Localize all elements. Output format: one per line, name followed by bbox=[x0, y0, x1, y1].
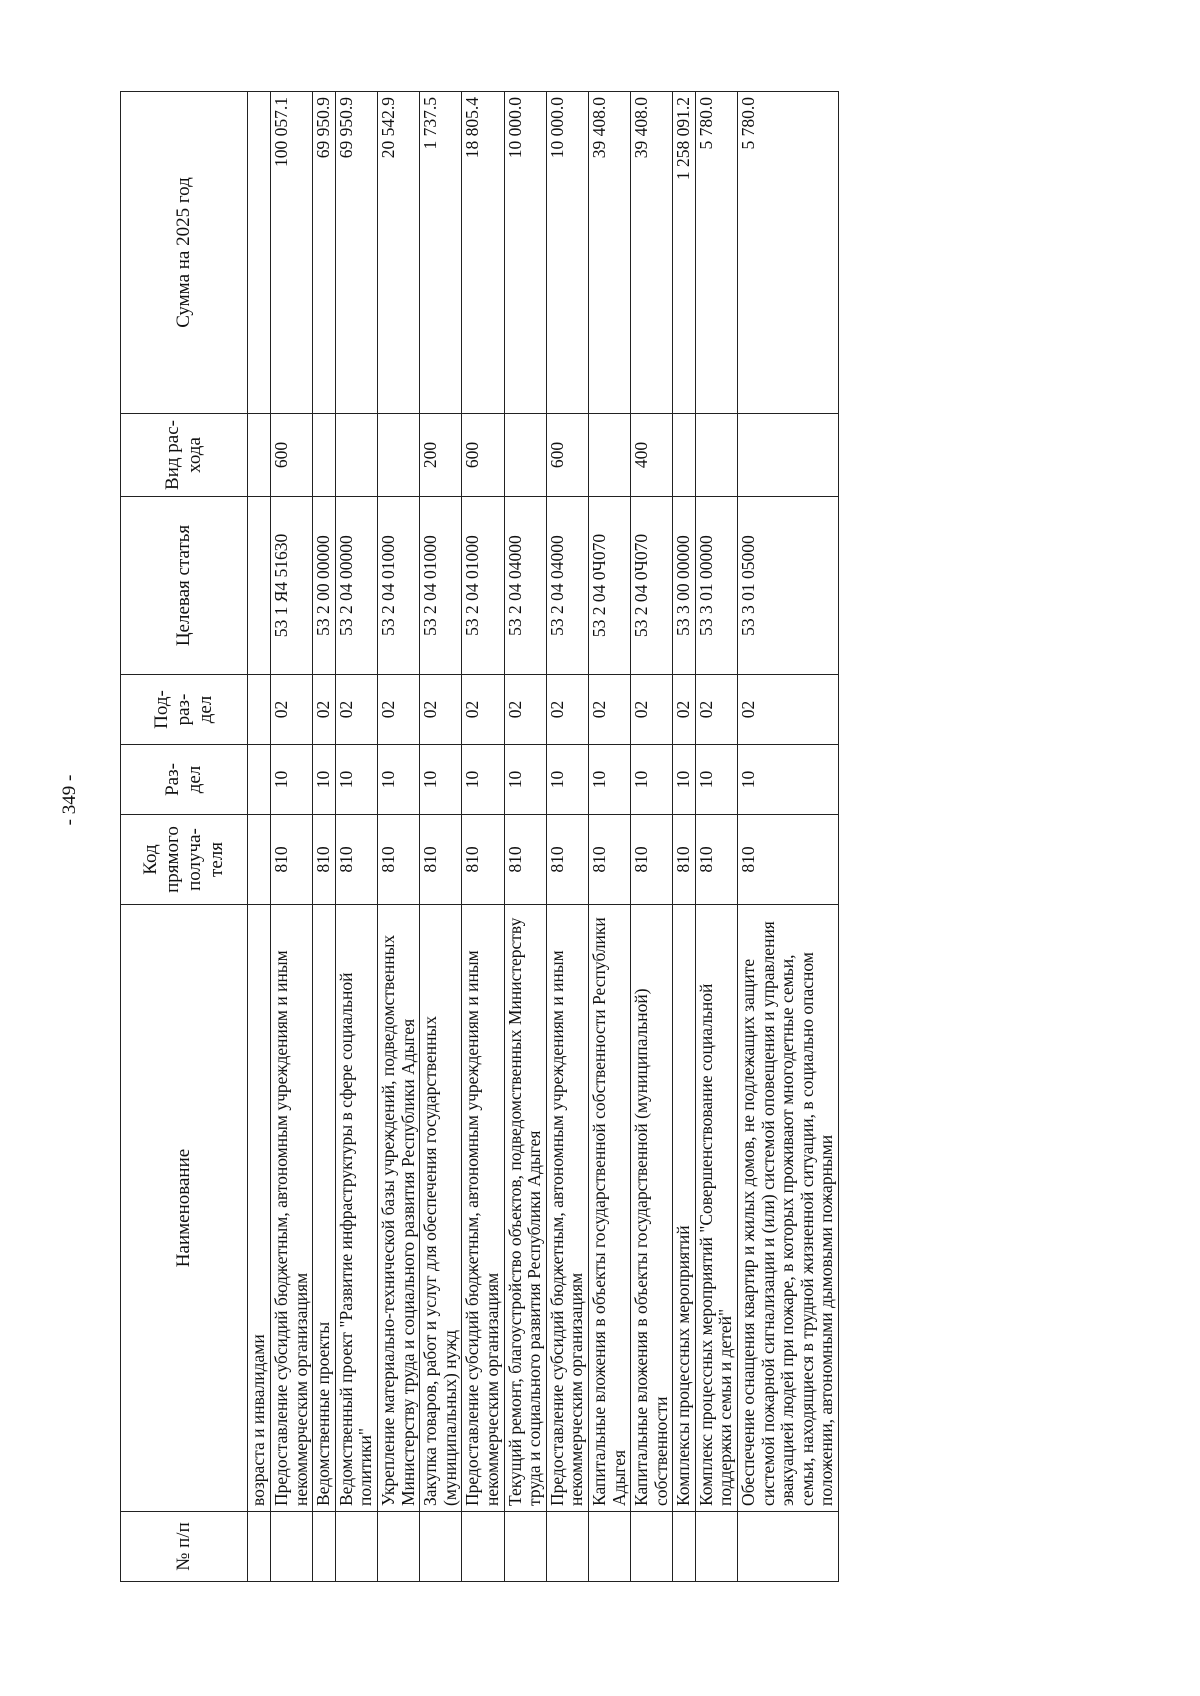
cell-target: 53 3 01 05000 bbox=[738, 497, 839, 675]
cell-recipient: 810 bbox=[271, 815, 313, 905]
cell-subsection: 02 bbox=[738, 675, 839, 745]
cell-expense-type: 200 bbox=[420, 414, 462, 497]
cell-num bbox=[313, 1512, 336, 1582]
cell-amount: 69 950.9 bbox=[335, 92, 377, 414]
cell-num bbox=[588, 1512, 630, 1582]
table-row bbox=[695, 92, 737, 1582]
cell-target: 53 2 04 0Ч070 bbox=[588, 497, 630, 675]
table-row bbox=[504, 92, 546, 1582]
header-name: Наименование bbox=[121, 905, 248, 1512]
table-row bbox=[313, 92, 336, 1582]
table-row bbox=[673, 92, 696, 1582]
cell-name: Комплекс процессных мероприятий "Совершенствование социальной поддержки семьи и детей" bbox=[695, 905, 737, 1512]
cell-amount: 39 408.0 bbox=[631, 92, 673, 414]
cell-subsection: 02 bbox=[588, 675, 630, 745]
table-header-row bbox=[121, 92, 248, 1582]
table-row bbox=[377, 92, 419, 1582]
header-subsection: Под-раз-дел bbox=[121, 675, 248, 745]
cell-subsection: 02 bbox=[504, 675, 546, 745]
cell-section: 10 bbox=[588, 745, 630, 815]
cell-section: 10 bbox=[738, 745, 839, 815]
cell-recipient: 810 bbox=[546, 815, 588, 905]
cell-amount: 5 780.0 bbox=[738, 92, 839, 414]
cell-num bbox=[335, 1512, 377, 1582]
cell-target bbox=[248, 497, 271, 675]
cell-num bbox=[504, 1512, 546, 1582]
cell-name: Предоставление субсидий бюджетным, автономным учреждениям и иным некоммерческим организациям bbox=[462, 905, 504, 1512]
cell-expense-type bbox=[248, 414, 271, 497]
cell-num bbox=[673, 1512, 696, 1582]
cell-num bbox=[377, 1512, 419, 1582]
table-row bbox=[588, 92, 630, 1582]
cell-recipient: 810 bbox=[377, 815, 419, 905]
cell-name: Ведомственные проекты bbox=[313, 905, 336, 1512]
cell-recipient: 810 bbox=[504, 815, 546, 905]
cell-name: Комплексы процессных мероприятий bbox=[673, 905, 696, 1512]
cell-target: 53 2 04 01000 bbox=[462, 497, 504, 675]
cell-section: 10 bbox=[631, 745, 673, 815]
cell-target: 53 3 01 00000 bbox=[695, 497, 737, 675]
cell-section: 10 bbox=[313, 745, 336, 815]
cell-target: 53 2 04 01000 bbox=[377, 497, 419, 675]
cell-target: 53 1 Я4 51630 bbox=[271, 497, 313, 675]
cell-section: 10 bbox=[335, 745, 377, 815]
cell-recipient: 810 bbox=[462, 815, 504, 905]
cell-target: 53 2 00 00000 bbox=[313, 497, 336, 675]
cell-recipient bbox=[248, 815, 271, 905]
cell-expense-type bbox=[673, 414, 696, 497]
header-amount: Сумма на 2025 год bbox=[121, 92, 248, 414]
cell-section: 10 bbox=[546, 745, 588, 815]
table-row bbox=[271, 92, 313, 1582]
cell-expense-type bbox=[335, 414, 377, 497]
cell-amount: 69 950.9 bbox=[313, 92, 336, 414]
cell-amount: 1 737.5 bbox=[420, 92, 462, 414]
header-expense-type: Вид рас-хода bbox=[121, 414, 248, 497]
cell-expense-type bbox=[588, 414, 630, 497]
cell-num bbox=[631, 1512, 673, 1582]
cell-name: Укрепление материально-технической базы учреждений, подведомственных Министерству труда и социального развития Республики Адыгея bbox=[377, 905, 419, 1512]
cell-section: 10 bbox=[271, 745, 313, 815]
cell-subsection: 02 bbox=[335, 675, 377, 745]
table-row bbox=[420, 92, 462, 1582]
page-number: - 349 - bbox=[59, 774, 80, 826]
cell-section: 10 bbox=[420, 745, 462, 815]
cell-section: 10 bbox=[695, 745, 737, 815]
cell-expense-type bbox=[695, 414, 737, 497]
cell-expense-type bbox=[313, 414, 336, 497]
cell-expense-type bbox=[738, 414, 839, 497]
cell-amount: 10 000.0 bbox=[546, 92, 588, 414]
cell-name: Предоставление субсидий бюджетным, автономным учреждениям и иным некоммерческим организациям bbox=[271, 905, 313, 1512]
cell-name: Предоставление субсидий бюджетным, автономным учреждениям и иным некоммерческим организациям bbox=[546, 905, 588, 1512]
cell-amount: 20 542.9 bbox=[377, 92, 419, 414]
cell-name: Текущий ремонт, благоустройство объектов, подведомственных Министерству труда и социального развития Республики Адыгея bbox=[504, 905, 546, 1512]
header-section: Раз-дел bbox=[121, 745, 248, 815]
cell-num bbox=[738, 1512, 839, 1582]
cell-expense-type: 600 bbox=[546, 414, 588, 497]
table-body bbox=[248, 92, 839, 1582]
cell-amount: 5 780.0 bbox=[695, 92, 737, 414]
cell-amount: 10 000.0 bbox=[504, 92, 546, 414]
cell-section: 10 bbox=[504, 745, 546, 815]
cell-expense-type bbox=[504, 414, 546, 497]
table-row bbox=[462, 92, 504, 1582]
cell-subsection: 02 bbox=[377, 675, 419, 745]
cell-subsection: 02 bbox=[631, 675, 673, 745]
header-num: № п/п bbox=[121, 1512, 248, 1582]
table-row bbox=[335, 92, 377, 1582]
cell-amount: 1 258 091.2 bbox=[673, 92, 696, 414]
cell-target: 53 2 04 0Ч070 bbox=[631, 497, 673, 675]
header-target: Целевая статья bbox=[121, 497, 248, 675]
cell-num bbox=[695, 1512, 737, 1582]
cell-name: Закупка товаров, работ и услуг для обеспечения государственных (муниципальных) нужд bbox=[420, 905, 462, 1512]
cell-subsection: 02 bbox=[420, 675, 462, 745]
cell-num bbox=[271, 1512, 313, 1582]
cell-subsection bbox=[248, 675, 271, 745]
table-row bbox=[546, 92, 588, 1582]
cell-num bbox=[248, 1512, 271, 1582]
cell-amount: 100 057.1 bbox=[271, 92, 313, 414]
cell-num bbox=[420, 1512, 462, 1582]
cell-name: Обеспечение оснащения квартир и жилых домов, не подлежащих защите системой пожарной сигнализации и (или) системой оповещения и управления эвакуацией людей при пожаре, в которых проживают многодетные семьи, семьи, находящиеся в трудной жизненной ситуации, в социально опасном положении, автономными дымовыми пожарными bbox=[738, 905, 839, 1512]
cell-recipient: 810 bbox=[695, 815, 737, 905]
cell-section: 10 bbox=[377, 745, 419, 815]
cell-expense-type: 600 bbox=[462, 414, 504, 497]
cell-expense-type bbox=[377, 414, 419, 497]
cell-target: 53 3 00 00000 bbox=[673, 497, 696, 675]
rotated-page-content bbox=[120, 92, 839, 1582]
cell-subsection: 02 bbox=[546, 675, 588, 745]
table-row bbox=[248, 92, 271, 1582]
cell-recipient: 810 bbox=[588, 815, 630, 905]
table-row bbox=[631, 92, 673, 1582]
cell-recipient: 810 bbox=[313, 815, 336, 905]
cell-section: 10 bbox=[673, 745, 696, 815]
cell-recipient: 810 bbox=[335, 815, 377, 905]
cell-subsection: 02 bbox=[462, 675, 504, 745]
cell-name: Капитальные вложения в объекты государственной собственности Республики Адыгея bbox=[588, 905, 630, 1512]
cell-target: 53 2 04 01000 bbox=[420, 497, 462, 675]
cell-num bbox=[462, 1512, 504, 1582]
cell-recipient: 810 bbox=[738, 815, 839, 905]
cell-expense-type: 600 bbox=[271, 414, 313, 497]
cell-subsection: 02 bbox=[271, 675, 313, 745]
cell-target: 53 2 04 00000 bbox=[335, 497, 377, 675]
cell-amount: 18 805.4 bbox=[462, 92, 504, 414]
cell-recipient: 810 bbox=[673, 815, 696, 905]
header-recipient: Код прямого получа-теля bbox=[121, 815, 248, 905]
cell-num bbox=[546, 1512, 588, 1582]
cell-recipient: 810 bbox=[631, 815, 673, 905]
cell-recipient: 810 bbox=[420, 815, 462, 905]
cell-name: Ведомственный проект "Развитие инфраструктуры в сфере социальной политики" bbox=[335, 905, 377, 1512]
cell-section bbox=[248, 745, 271, 815]
cell-amount: 39 408.0 bbox=[588, 92, 630, 414]
cell-section: 10 bbox=[462, 745, 504, 815]
budget-table bbox=[120, 91, 839, 1582]
cell-name: возраста и инвалидами bbox=[248, 905, 271, 1512]
table-row bbox=[738, 92, 839, 1582]
cell-expense-type: 400 bbox=[631, 414, 673, 497]
cell-amount bbox=[248, 92, 271, 414]
cell-subsection: 02 bbox=[313, 675, 336, 745]
cell-subsection: 02 bbox=[695, 675, 737, 745]
cell-target: 53 2 04 04000 bbox=[546, 497, 588, 675]
cell-target: 53 2 04 04000 bbox=[504, 497, 546, 675]
cell-name: Капитальные вложения в объекты государственной (муниципальной) собственности bbox=[631, 905, 673, 1512]
cell-subsection: 02 bbox=[673, 675, 696, 745]
